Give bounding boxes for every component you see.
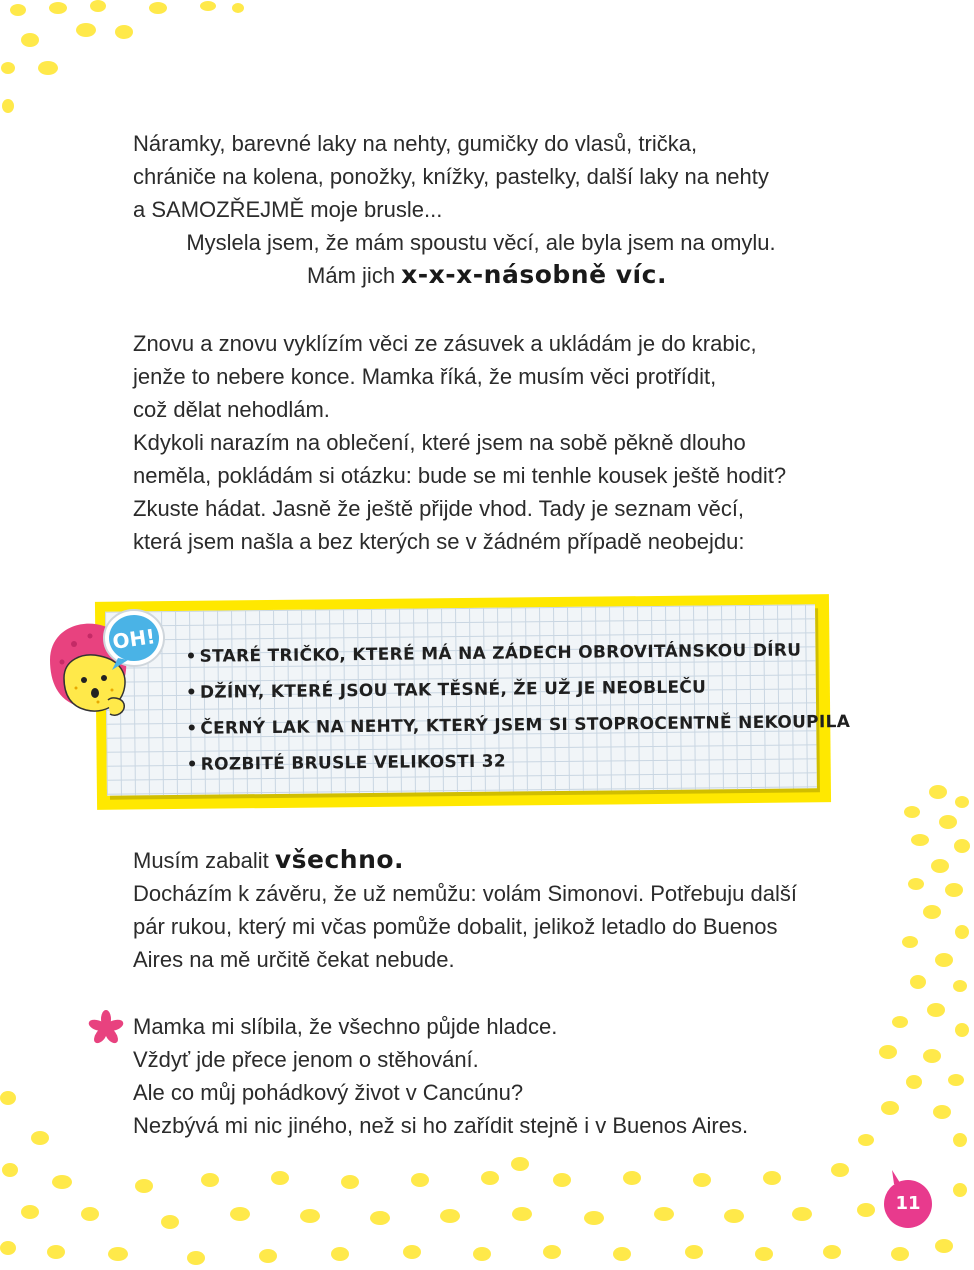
paragraph-items xyxy=(133,127,769,226)
list-item xyxy=(185,632,849,675)
note-list xyxy=(185,632,850,783)
bullet: • xyxy=(185,682,198,703)
text-line: Kdykoli narazím na oblečení, které jsem na sobě pěkně dlouho xyxy=(133,430,746,455)
list-item-text: ROZBITÉ BRUSLE VELIKOSTI 32 xyxy=(200,751,507,775)
text-line: Zkuste hádat. Jasně že ještě přijde vhod. Tady je seznam věcí, xyxy=(133,496,745,521)
text-line: jenže to nebere konce. Mamka říká, že musím věci protřídit, xyxy=(133,364,717,389)
bullet: • xyxy=(186,718,198,739)
list-item-text: STARÉ TRIČKO, KTERÉ MÁ NA ZÁDECH OBROVITÁNSKOU DÍRU xyxy=(199,640,802,667)
emphasis-text: všechno. xyxy=(274,845,405,874)
emphasis-line-everything xyxy=(133,843,404,877)
asterisk-icon xyxy=(86,1008,126,1048)
emphasis-line-multiplied xyxy=(0,258,974,292)
text-line: Ale co můj pohádkový život v Cancúnu? xyxy=(133,1080,524,1105)
paragraph-calling xyxy=(133,877,797,976)
text-line: neměla, pokládám si otázku: bude se mi tenhle kousek ještě hodit? xyxy=(133,463,787,488)
text-line: Znovu a znovu vyklízím věci ze zásuvek a ukládám je do krabic, xyxy=(133,331,757,356)
text-line: Docházím k závěru, že už nemůžu: volám Simonovi. Potřebuju další xyxy=(133,881,797,906)
text-line: Náramky, barevné laky na nehty, gumičky do vlasů, trička, xyxy=(133,131,698,156)
text-line: Nezbývá mi nic jiného, než si ho zařídit stejně i v Buenos Aires. xyxy=(133,1113,749,1138)
text-line: Mamka mi slíbila, že všechno půjde hladce. xyxy=(133,1014,558,1039)
page-number: 11 xyxy=(884,1180,932,1228)
text-line: pár rukou, který mi včas pomůže dobalit, jelikož letadlo do Buenos xyxy=(133,914,778,939)
emphasis-prefix: Musím zabalit xyxy=(133,848,275,873)
text-line: Aires na mě určitě čekat nebude. xyxy=(133,947,455,972)
text-line: což dělat nehodlám. xyxy=(133,397,330,422)
list-item-text: DŽÍNY, KTERÉ JSOU TAK TĚSNÉ, ŽE UŽ JE NEOBLEČU xyxy=(199,677,707,703)
paragraph-moving xyxy=(133,1010,748,1142)
bullet: • xyxy=(186,754,198,775)
text-line: která jsem našla a bez kterých se v žádném případě neobejdu: xyxy=(133,529,745,554)
note-card xyxy=(95,594,851,810)
list-item xyxy=(186,740,850,783)
text-line: Vždyť jde přece jenom o stěhování. xyxy=(133,1047,479,1072)
grid-paper xyxy=(105,604,851,795)
bullet: • xyxy=(185,646,197,667)
emphasis-prefix: Mám jich xyxy=(307,263,402,288)
centered-line: Myslela jsem, že mám spoustu věcí, ale byla jsem na omylu. xyxy=(186,230,776,255)
paragraph-packing xyxy=(133,327,786,558)
text-line: chrániče na kolena, ponožky, knížky, pastelky, další laky na nehty xyxy=(133,164,769,189)
mascot-icon xyxy=(40,600,170,730)
list-item-text: ČERNÝ LAK NA NEHTY, KTERÝ JSEM SI STOPROCENTNĚ NEKOUPILA xyxy=(200,711,851,739)
bubble-text: OH! xyxy=(110,624,157,654)
emphasis-text: x-x-x-násobně víc. xyxy=(401,260,667,289)
list-item xyxy=(186,704,850,747)
text-line: a SAMOZŘEJMĚ moje brusle... xyxy=(133,197,443,222)
